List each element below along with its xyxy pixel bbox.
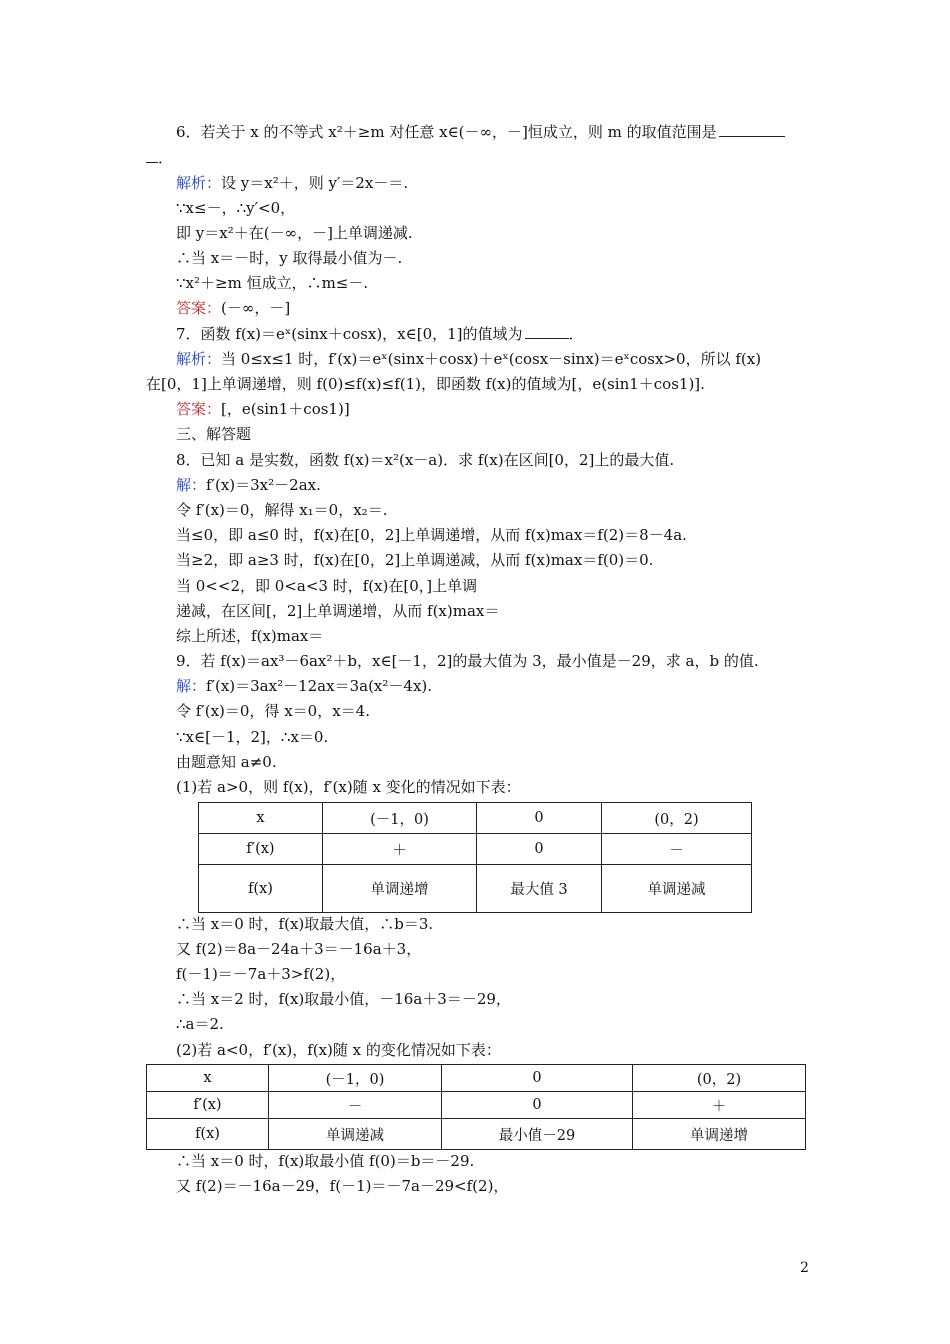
table-cell: 单调递减 — [602, 865, 752, 913]
table-cell: (－1，0) — [269, 1065, 442, 1092]
table-cell: x — [147, 1065, 269, 1092]
table-case-2 — [146, 1064, 806, 1150]
text-line: 当≥2，即 a≥3 时，f(x)在[0，2]上单调递减，从而 f(x)max＝f(0)＝0. — [176, 551, 654, 569]
table-cell: 0 — [477, 803, 602, 834]
analysis-label: 解析： — [176, 350, 222, 368]
text-line: f(－1)＝－7a＋3>f(2)， — [176, 965, 346, 983]
table-cell: 最小值－29 — [442, 1119, 633, 1150]
table-case-1 — [198, 802, 752, 913]
problem-6 — [176, 122, 785, 142]
answer-blank — [146, 148, 158, 163]
solution-9 — [176, 676, 432, 696]
table-row — [147, 1092, 806, 1119]
text-line: 即 y＝x²＋在(－∞，－]上单调递减. — [176, 224, 413, 242]
answer-blank — [525, 324, 569, 339]
answer-text: [，e(sin1＋cos1)] — [221, 400, 350, 418]
text-line: ∴当 x＝2 时，f(x)取最小值，－16a＋3＝－29， — [176, 990, 511, 1008]
text-line: ∴当 x＝0 时，f(x)取最小值 f(0)＝b＝－29. — [176, 1152, 475, 1170]
problem-6-cont — [146, 148, 173, 168]
table-cell: (0，2) — [602, 803, 752, 834]
table-cell: 单调递减 — [269, 1119, 442, 1150]
text-line: 当 0<<2，即 0<a<3 时，f(x)在[0，]上单调 — [176, 577, 478, 595]
page-number: 2 — [800, 1260, 809, 1276]
text-line: 又 f(2)＝8a－24a＋3＝－16a＋3， — [176, 940, 422, 958]
text-line: ∵x∈[－1，2]，∴x＝0. — [176, 728, 329, 746]
table-cell: － — [269, 1092, 442, 1119]
text-line: 由题意知 a≠0. — [176, 753, 277, 771]
table-cell: f′(x) — [199, 834, 323, 865]
table-row — [147, 1065, 806, 1092]
text-line: 又 f(2)＝－16a－29，f(－1)＝－7a－29<f(2)， — [176, 1177, 509, 1195]
problem-7-period: ． — [568, 325, 584, 343]
text-line: (1)若 a>0，则 f(x)，f′(x)随 x 变化的情况如下表： — [176, 778, 521, 796]
table-cell: 0 — [477, 834, 602, 865]
table-cell: x — [199, 803, 323, 834]
analysis-text: 当 0≤x≤1 时，f′(x)＝eˣ(sinx＋cosx)＋eˣ(cosx－sinx)＝eˣcosx>0，所以 f(x) — [221, 350, 762, 368]
analysis-7 — [176, 349, 761, 369]
solution-label: 解： — [176, 476, 207, 494]
text-line: 令 f′(x)＝0，解得 x₁＝0，x₂＝. — [176, 501, 388, 519]
table-cell: 单调递增 — [323, 865, 477, 913]
problem-8: 8．已知 a 是实数，函数 f(x)＝x²(x－a)．求 f(x)在区间[0，2]上的最大值. — [176, 451, 675, 469]
text-line: 递减，在区间[，2]上单调递增，从而 f(x)max＝ — [176, 602, 500, 620]
table-cell: ＋ — [323, 834, 477, 865]
table-cell: 0 — [442, 1092, 633, 1119]
solution-text: f′(x)＝3x²－2ax. — [206, 476, 321, 494]
table-row — [199, 834, 752, 865]
table-cell: － — [602, 834, 752, 865]
text-line: 令 f′(x)＝0，得 x＝0，x＝4. — [176, 702, 370, 720]
analysis-6 — [176, 173, 408, 193]
answer-7 — [176, 399, 350, 419]
problem-9: 9．若 f(x)＝ax³－6ax²＋b，x∈[－1，2]的最大值为 3，最小值是－29，求 a，b 的值. — [176, 652, 759, 670]
problem-6-period: ． — [158, 149, 174, 167]
table-row — [199, 803, 752, 834]
solution-8 — [176, 475, 321, 495]
text-line: ∴当 x＝0 时，f(x)取最大值，∴b＝3. — [176, 915, 434, 933]
table-row — [147, 1119, 806, 1150]
table-cell: (－1，0) — [323, 803, 477, 834]
table-cell: 单调递增 — [633, 1119, 806, 1150]
solution-label: 解： — [176, 677, 207, 695]
text-line: 当≤0，即 a≤0 时，f(x)在[0，2]上单调递增，从而 f(x)max＝f(2)＝8－4a. — [176, 526, 687, 544]
answer-blank — [719, 122, 785, 137]
analysis-label: 解析： — [176, 174, 222, 192]
answer-6 — [176, 298, 290, 318]
answer-label: 答案： — [176, 299, 222, 317]
problem-7 — [176, 324, 584, 344]
problem-6-text: 6．若关于 x 的不等式 x²＋≥m 对任意 x∈(－∞，－]恒成立，则 m 的取值范围是 — [176, 123, 717, 141]
table-cell: f(x) — [147, 1119, 269, 1150]
text-line: ∴当 x＝－时，y 取得最小值为－. — [176, 249, 403, 267]
text-line: ∴a＝2. — [176, 1015, 224, 1033]
table-cell: ＋ — [633, 1092, 806, 1119]
text-line: 综上所述，f(x)max＝ — [176, 627, 324, 645]
text-line: ∵x²＋≥m 恒成立，∴m≤－. — [176, 274, 369, 292]
solution-text: f′(x)＝3ax²－12ax＝3a(x²－4x). — [206, 677, 433, 695]
problem-7-text: 7．函数 f(x)＝eˣ(sinx＋cosx)，x∈[0，1]的值域为 — [176, 325, 523, 343]
table-cell: f(x) — [199, 865, 323, 913]
text-line: 在[0，1]上单调递增，则 f(0)≤f(x)≤f(1)，即函数 f(x)的值域为[，e(sin1＋cos1)]. — [146, 375, 705, 393]
answer-text: (－∞，－] — [221, 299, 291, 317]
table-cell: f′(x) — [147, 1092, 269, 1119]
answer-label: 答案： — [176, 400, 222, 418]
table-cell: (0，2) — [633, 1065, 806, 1092]
section-heading: 三、解答题 — [176, 425, 252, 443]
text-line: ∵x≤－，∴y′<0， — [176, 199, 296, 217]
table-row — [199, 865, 752, 913]
text-line: (2)若 a<0，f′(x)，f(x)随 x 的变化情况如下表： — [176, 1041, 501, 1059]
table-cell: 最大值 3 — [477, 865, 602, 913]
table-cell: 0 — [442, 1065, 633, 1092]
analysis-text: 设 y＝x²＋，则 y′＝2x－＝. — [221, 174, 409, 192]
